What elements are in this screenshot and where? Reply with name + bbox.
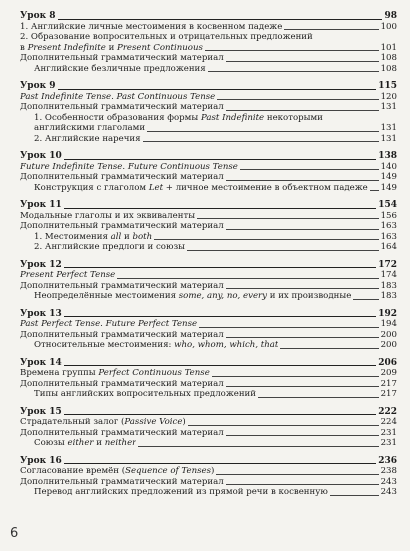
toc-entry-title [34,487,328,498]
leader-line [370,190,379,191]
toc-entry-title [34,438,136,449]
toc-entry[interactable] [20,242,397,253]
toc-entry-title [20,270,115,281]
toc-entry-text: ) [211,466,215,476]
toc-entry-text: и [121,231,133,242]
toc-entry-title [34,134,141,145]
toc-entry-title [20,43,203,54]
toc-entry[interactable] [20,330,397,341]
toc-entry-page: 194 [380,319,397,329]
leader-line [226,386,379,387]
toc-entry-page: 217 [380,389,397,399]
toc-entry-page: 163 [380,221,397,231]
toc-entry-page: 131 [380,102,397,112]
toc-entry-title [20,379,224,390]
toc-entry-text: 2. Английские предлоги и союзы [34,242,185,252]
leader-line [226,337,379,338]
leader-line [226,484,379,485]
leader-line [154,239,378,240]
toc-entry-term: Perfect Continuous Tense [98,368,210,378]
toc-entry-title [34,113,323,124]
leader-line [188,425,379,426]
leader-line [240,169,379,170]
leader-line [197,218,379,219]
leader-line [226,180,379,181]
lesson-heading[interactable] [20,151,397,162]
toc-entry-page: 183 [380,291,397,301]
toc-entry-page: 149 [380,172,397,182]
lesson-page-number: 98 [384,11,397,21]
lesson-title: Урок 11 [20,200,62,210]
toc-entry-page: 209 [380,368,397,378]
toc-entry-text: Перевод английских предложений из прямой речи в косвенную [34,487,328,497]
toc-entry-text: Дополнительный грамматический материал [20,172,224,182]
toc-entry-title [20,162,238,173]
toc-entry[interactable] [20,319,397,330]
toc-entry-title [20,428,224,439]
leader-line [226,61,379,62]
lesson-heading[interactable] [20,407,397,418]
toc-entry[interactable] [20,270,397,281]
toc-entry-text: Относительные местоимения: [34,340,175,350]
toc-entry-text: 1. Особенности образования формы [34,112,201,123]
lesson-title: Урок 8 [20,11,56,21]
toc-entry-title [20,221,224,232]
lesson-block [20,11,397,74]
toc-entry[interactable] [20,172,397,183]
toc-entry-page: 224 [380,417,397,427]
leader-line [208,71,379,72]
leader-line [64,365,376,366]
toc-entry-title [34,64,206,75]
toc-entry-text: Дополнительный грамматический материал [20,53,224,63]
toc-entry-text: 1. Местоимения [34,231,111,242]
toc-entry[interactable] [20,221,397,232]
toc-entry-text: и [93,438,105,448]
toc-entry-page: 108 [380,63,397,74]
leader-line [353,299,378,300]
toc-entry-page: 149 [380,182,397,193]
toc-entry-title [20,92,215,103]
toc-entry[interactable] [20,477,397,488]
lesson-heading[interactable] [20,309,397,320]
toc-entry[interactable] [20,340,397,351]
toc-entry-term: Let [148,182,164,193]
toc-entry[interactable] [20,113,397,124]
toc-entry-title [34,183,368,194]
leader-line [187,250,379,251]
lesson-heading[interactable] [20,81,397,92]
lesson-block [20,151,397,193]
toc-entry-term: all [110,231,122,242]
toc-entry-text: Дополнительный грамматический материал [20,427,224,438]
toc-entry-text: Времена группы [20,368,99,378]
toc-entry[interactable] [20,53,397,64]
toc-entry[interactable] [20,232,397,243]
toc-entry-title [20,172,224,183]
toc-entry-text: Неопределённые местоимения [34,291,179,301]
lesson-page-number: 192 [378,308,397,319]
toc-entry-term: who, whom, which, that [174,340,279,350]
toc-entry[interactable] [20,32,397,43]
lesson-title: Урок 16 [20,455,62,466]
toc-entry-text: Английские безличные предложения [34,63,206,74]
leader-line [258,397,379,398]
lesson-page-number: 206 [378,357,397,368]
toc-entry-text: Дополнительный грамматический материал [20,102,224,112]
toc-entry-title [34,340,278,351]
toc-entry-title [20,368,210,379]
toc-entry-page: 231 [380,427,397,438]
leader-line [212,376,379,377]
toc-entry[interactable] [20,102,397,113]
lesson-heading[interactable] [20,260,397,271]
toc-entry-text: английскими глаголами [34,123,146,133]
toc-entry-page: 120 [380,91,397,102]
lesson-page-number: 138 [378,151,397,161]
toc-entry-title [20,22,282,33]
toc-entry-term: either [67,438,94,448]
leader-line [64,159,376,160]
leader-line [64,208,376,209]
toc-entry-title [20,32,313,43]
toc-entry-term: Past Perfect Tense. Future Perfect Tense [20,319,198,329]
toc-entry[interactable] [20,417,397,428]
toc-entry-text: Типы английских вопросительных предложений [34,389,257,399]
toc-entry-title [34,291,351,302]
lesson-page-number: 115 [378,81,397,91]
leader-line [226,288,379,289]
toc-entry-text: Дополнительный грамматический материал [20,280,224,291]
toc-entry-page: 101 [380,42,397,53]
leader-line [217,99,378,100]
toc-entry[interactable] [20,428,397,439]
leader-line [205,50,379,51]
leader-line [216,474,378,475]
leader-line [58,89,377,90]
toc-entry-term: some, any, no, every [178,291,268,301]
toc-entry-term: Past Indefinite Tense. Past Continuous Tense [20,91,216,102]
lesson-page-number: 236 [378,455,397,466]
toc-entry-text: 1. Английские личные местоимения в косвенном падеже [20,21,283,32]
toc-entry[interactable] [20,22,397,33]
toc-entry-page: 200 [380,329,397,340]
toc-entry[interactable] [20,281,397,292]
toc-entry-title [20,466,214,477]
leader-line [58,19,383,20]
toc-entry-title [34,389,256,400]
lesson-block [20,358,397,400]
toc-entry-text: + личное местоимение в объектном падеже [163,182,368,193]
toc-entry-page: 140 [380,161,397,172]
leader-line [199,327,379,328]
toc-entry-page: 217 [380,378,397,389]
toc-entry-page: 131 [380,123,397,133]
lesson-heading[interactable] [20,200,397,211]
lesson-block [20,309,397,351]
toc-entry[interactable] [20,487,397,498]
toc-entry-page: 164 [380,242,397,252]
leader-line [117,278,378,279]
toc-entry[interactable] [20,123,397,134]
toc-entry-title [20,330,224,341]
toc-entry-term: Future Indefinite Tense. Future Continuous Tense [20,161,238,172]
toc-entry-term: Present Indefinite [27,42,106,53]
leader-line [226,435,379,436]
toc-entry-page: 243 [380,476,397,487]
toc-entry-text: Страдательный залог ( [20,417,125,427]
toc-entry-title [20,281,224,292]
toc-entry-term: both [132,231,153,242]
lesson-heading[interactable] [20,456,397,467]
toc-entry-page: 231 [380,438,397,448]
leader-line [64,267,376,268]
lesson-title: Урок 10 [20,151,62,161]
toc-entry-title [20,211,195,222]
toc-entry-text: в [20,42,28,53]
lesson-heading[interactable] [20,358,397,369]
toc-entry-page: 131 [380,133,397,144]
lesson-block [20,81,397,144]
toc-entry[interactable] [20,134,397,145]
toc-entry-text: Дополнительный грамматический материал [20,476,224,487]
lesson-page-number: 154 [378,200,397,210]
toc-entry-text: и их производные [267,291,352,301]
lesson-title: Урок 9 [20,81,56,91]
toc-entry-title [20,102,224,113]
leader-line [226,110,379,111]
toc-entry-text: Модальные глаголы и их эквиваленты [20,210,196,221]
toc-entry-term: Present Continuous [117,42,203,53]
toc-entry-text: Дополнительный грамматический материал [20,378,224,389]
toc-entry[interactable] [20,183,397,194]
toc-entry-text: Дополнительный грамматический материал [20,329,224,340]
lesson-page-number: 172 [378,259,397,270]
toc-entry[interactable] [20,64,397,75]
toc-entry-text: 2. Английские наречия [34,133,141,144]
table-of-contents [20,11,397,505]
toc-entry-title [20,53,224,64]
toc-entry[interactable] [20,379,397,390]
toc-entry-page: 200 [380,340,397,350]
lesson-title: Урок 15 [20,406,62,417]
toc-entry-page: 100 [380,21,397,32]
lesson-block [20,407,397,449]
toc-entry-term: Passive Voice [124,417,183,427]
leader-line [330,495,379,496]
toc-entry-page: 238 [380,466,397,476]
toc-entry-title [20,319,197,330]
toc-entry[interactable] [20,211,397,222]
lesson-title: Урок 13 [20,308,62,319]
toc-entry-text: Дополнительный грамматический материал [20,221,224,231]
leader-line [138,446,378,447]
leader-line [226,229,379,230]
toc-entry[interactable] [20,466,397,477]
toc-entry-title [20,477,224,488]
lesson-title: Урок 12 [20,259,62,270]
lesson-title: Урок 14 [20,357,62,368]
lesson-block [20,456,397,498]
leader-line [280,348,378,349]
toc-entry-title [20,417,186,428]
toc-entry-page: 243 [380,487,397,497]
leader-line [64,463,376,464]
toc-entry-title [34,242,185,253]
lesson-block [20,260,397,302]
lesson-page-number: 222 [378,406,397,417]
toc-entry[interactable] [20,368,397,379]
toc-entry-text: 2. Образование вопросительных и отрицательных предложений [20,32,313,42]
toc-entry-text: некоторыми [264,112,323,123]
leader-line [64,414,376,415]
toc-entry[interactable] [20,92,397,103]
toc-entry-text: Конструкция с глаголом [34,182,149,193]
toc-entry-page: 174 [380,270,397,280]
page-number: 6 [10,526,19,541]
toc-entry-title [34,232,152,243]
lesson-block [20,200,397,253]
toc-entry[interactable] [20,389,397,400]
toc-entry-term: Past Indefinite [200,112,265,123]
toc-entry-term: Sequence of Tenses [125,466,212,476]
toc-entry-text: и [105,42,118,53]
lesson-heading[interactable] [20,11,397,22]
toc-entry-page: 156 [380,210,397,221]
leader-line [143,141,379,142]
toc-entry[interactable] [20,162,397,173]
toc-entry-term: neither [104,438,137,448]
toc-entry[interactable] [20,291,397,302]
leader-line [64,316,376,317]
toc-entry-page: 108 [380,53,397,63]
toc-entry[interactable] [20,438,397,449]
leader-line [147,131,379,132]
toc-entry-text: Союзы [34,438,68,448]
toc-entry-text: Согласование времён ( [20,466,126,476]
toc-entry-title [34,123,145,134]
toc-entry-page: 163 [380,231,397,242]
toc-entry-text: ) [182,417,186,427]
toc-entry[interactable] [20,43,397,54]
leader-line [284,29,378,30]
toc-entry-page: 183 [380,280,397,291]
toc-entry-term: Present Perfect Tense [20,270,116,280]
